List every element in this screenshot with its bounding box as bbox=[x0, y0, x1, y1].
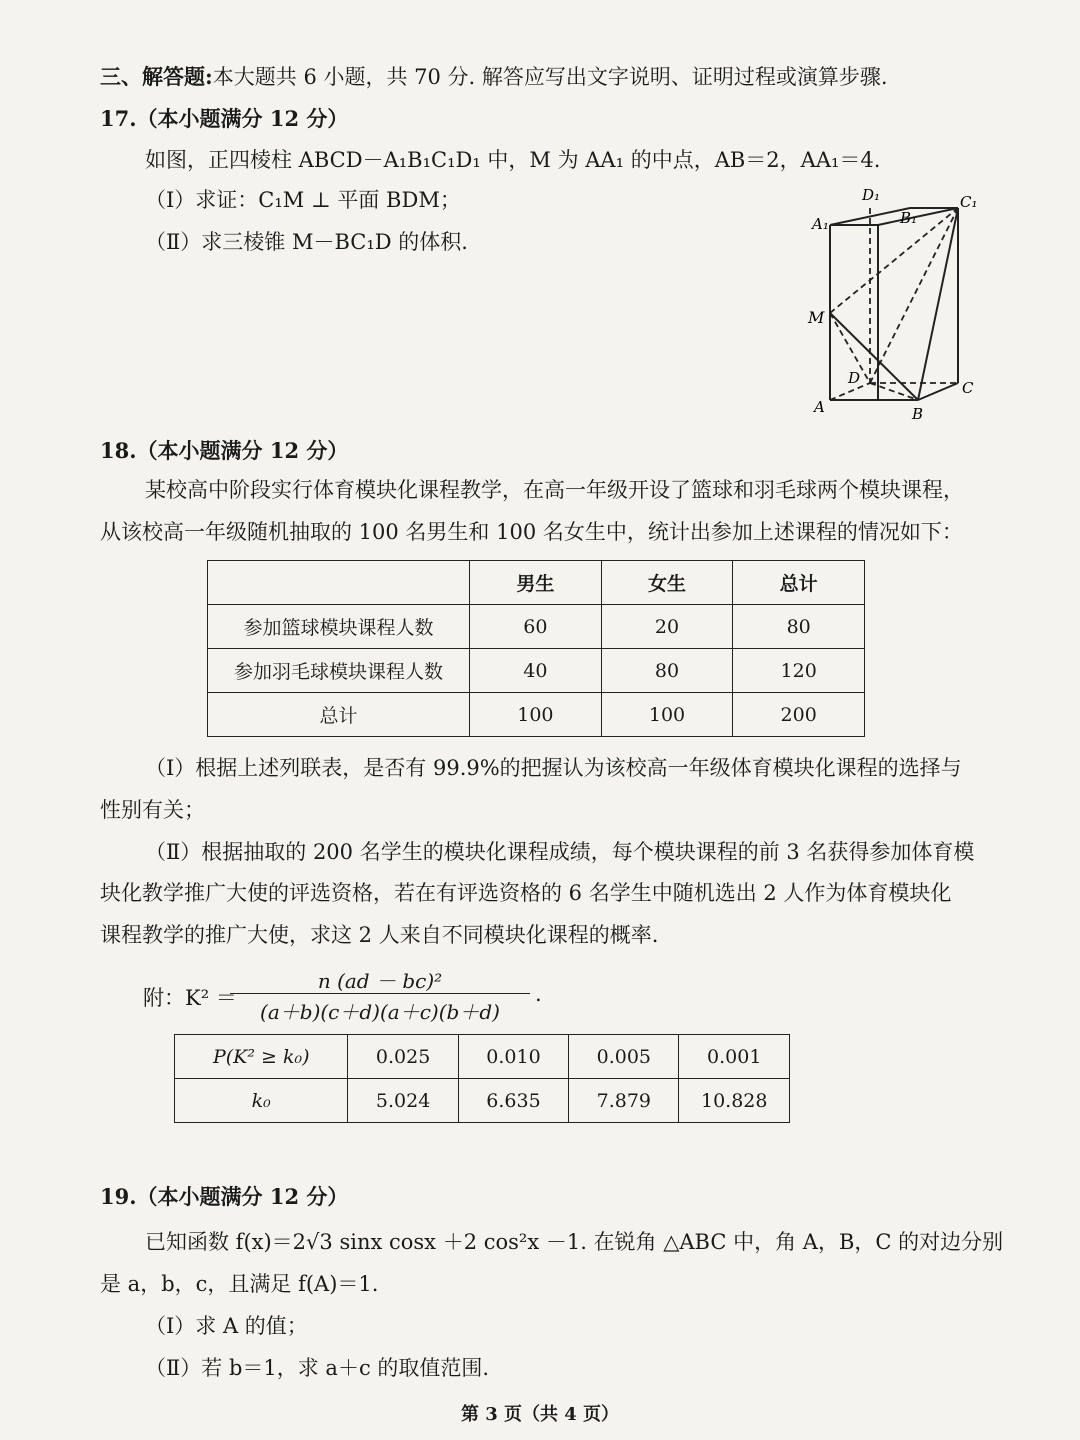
prism-figure bbox=[800, 185, 990, 425]
section-header-label: 三、解答题: bbox=[100, 64, 213, 89]
table-cell: 200 bbox=[733, 693, 865, 737]
table-cell: 总计 bbox=[208, 693, 470, 737]
label-M: M bbox=[808, 308, 825, 327]
q18-part1-line1: （Ⅰ）根据上述列联表，是否有 99.9%的把握认为该校高一年级体育模块化课程的选择与 bbox=[145, 756, 962, 780]
label-A: A bbox=[814, 398, 825, 416]
q17-stem: 如图，正四棱柱 ABCD－A₁B₁C₁D₁ 中，M 为 AA₁ 的中点，AB＝2，AA₁＝4. bbox=[145, 148, 881, 172]
table-cell: 80 bbox=[601, 649, 733, 693]
table-header-cell: 男生 bbox=[470, 561, 602, 605]
fraction-bar bbox=[230, 993, 530, 994]
label-B: B bbox=[912, 405, 924, 423]
table-header-row bbox=[208, 561, 865, 605]
q17-part2: （Ⅱ）求三棱锥 M－BC₁D 的体积. bbox=[145, 230, 468, 254]
table-cell: 20 bbox=[601, 605, 733, 649]
q19-stem-line2: 是 a，b，c，且满足 f(A)＝1. bbox=[100, 1272, 379, 1296]
contingency-table bbox=[207, 560, 865, 737]
k-table-cell: 6.635 bbox=[458, 1079, 568, 1123]
formula-numerator: n (ad － bc)² bbox=[317, 969, 443, 993]
label-C: C bbox=[962, 379, 974, 397]
k-table-cell: k₀ bbox=[175, 1079, 348, 1123]
table-cell: 参加羽毛球模块课程人数 bbox=[208, 649, 470, 693]
q17-part1: （Ⅰ）求证：C₁M ⊥ 平面 BDM； bbox=[145, 188, 461, 212]
q18-part1-line2: 性别有关； bbox=[100, 798, 205, 822]
table-cell: 80 bbox=[733, 605, 865, 649]
table-cell: 120 bbox=[733, 649, 865, 693]
k-table-cell: 5.024 bbox=[348, 1079, 458, 1123]
k-table-cell: 0.001 bbox=[679, 1035, 790, 1079]
q19-stem-line1: 已知函数 f(x)＝2√3 sinx cosx ＋2 cos²x －1. 在锐角 △ABC 中，角 A，B，C 的对边分别 bbox=[145, 1230, 1004, 1254]
q18-part2-line1: （Ⅱ）根据抽取的 200 名学生的模块化课程成绩，每个模块课程的前 3 名获得参加体育模 bbox=[145, 840, 975, 864]
q19-part1: （Ⅰ）求 A 的值； bbox=[145, 1314, 308, 1338]
table-cell: 60 bbox=[470, 605, 602, 649]
table-header-cell: 女生 bbox=[601, 561, 733, 605]
k-table-cell: 0.025 bbox=[348, 1035, 458, 1079]
formula-prefix: 附：K² ＝ bbox=[143, 986, 237, 1010]
k-table-row bbox=[175, 1079, 790, 1123]
q18-stem-line1: 某校高中阶段实行体育模块化课程教学，在高一年级开设了篮球和羽毛球两个模块课程， bbox=[145, 478, 964, 502]
section-header bbox=[100, 66, 888, 88]
table-cell: 100 bbox=[601, 693, 733, 737]
label-D1: D₁ bbox=[862, 186, 881, 204]
k-table bbox=[174, 1034, 790, 1123]
label-B1: B₁ bbox=[900, 209, 918, 227]
k-table-row bbox=[175, 1035, 790, 1079]
k-table-cell: 10.828 bbox=[679, 1079, 790, 1123]
q17-title: 17.（本小题满分 12 分） bbox=[100, 106, 349, 131]
table-row bbox=[208, 649, 865, 693]
k-table-cell: P(K² ≥ k₀) bbox=[175, 1035, 348, 1079]
formula-fraction bbox=[230, 965, 530, 1025]
table-cell: 参加篮球模块课程人数 bbox=[208, 605, 470, 649]
formula-denominator: (a＋b)(c＋d)(a＋c)(b＋d) bbox=[260, 1000, 500, 1024]
table-cell: 40 bbox=[470, 649, 602, 693]
q18-part2-line3: 课程教学的推广大使，求这 2 人来自不同模块化课程的概率. bbox=[100, 923, 659, 947]
k-table-cell: 0.010 bbox=[458, 1035, 568, 1079]
label-A1: A₁ bbox=[812, 215, 829, 233]
table-row bbox=[208, 605, 865, 649]
table-row bbox=[208, 693, 865, 737]
section-header-text: 本大题共 6 小题，共 70 分. 解答应写出文字说明、证明过程或演算步骤. bbox=[212, 65, 888, 89]
table-header-cell: 总计 bbox=[733, 561, 865, 605]
k-table-cell: 0.005 bbox=[569, 1035, 679, 1079]
k-table-cell: 7.879 bbox=[569, 1079, 679, 1123]
formula-end: . bbox=[535, 982, 542, 1006]
page-footer: 第 3 页（共 4 页） bbox=[460, 1404, 620, 1425]
q19-title: 19.（本小题满分 12 分） bbox=[100, 1184, 349, 1209]
q18-stem-line2: 从该校高一年级随机抽取的 100 名男生和 100 名女生中，统计出参加上述课程的情况如下： bbox=[100, 520, 963, 544]
table-header-cell bbox=[208, 561, 470, 605]
label-C1: C₁ bbox=[960, 193, 978, 211]
label-D: D bbox=[848, 369, 861, 387]
q18-part2-line2: 块化教学推广大使的评选资格，若在有评选资格的 6 名学生中随机选出 2 人作为体育模块化 bbox=[100, 881, 952, 905]
q19-part2: （Ⅱ）若 b＝1，求 a＋c 的取值范围. bbox=[145, 1356, 490, 1380]
table-cell: 100 bbox=[470, 693, 602, 737]
q18-title: 18.（本小题满分 12 分） bbox=[100, 438, 349, 463]
